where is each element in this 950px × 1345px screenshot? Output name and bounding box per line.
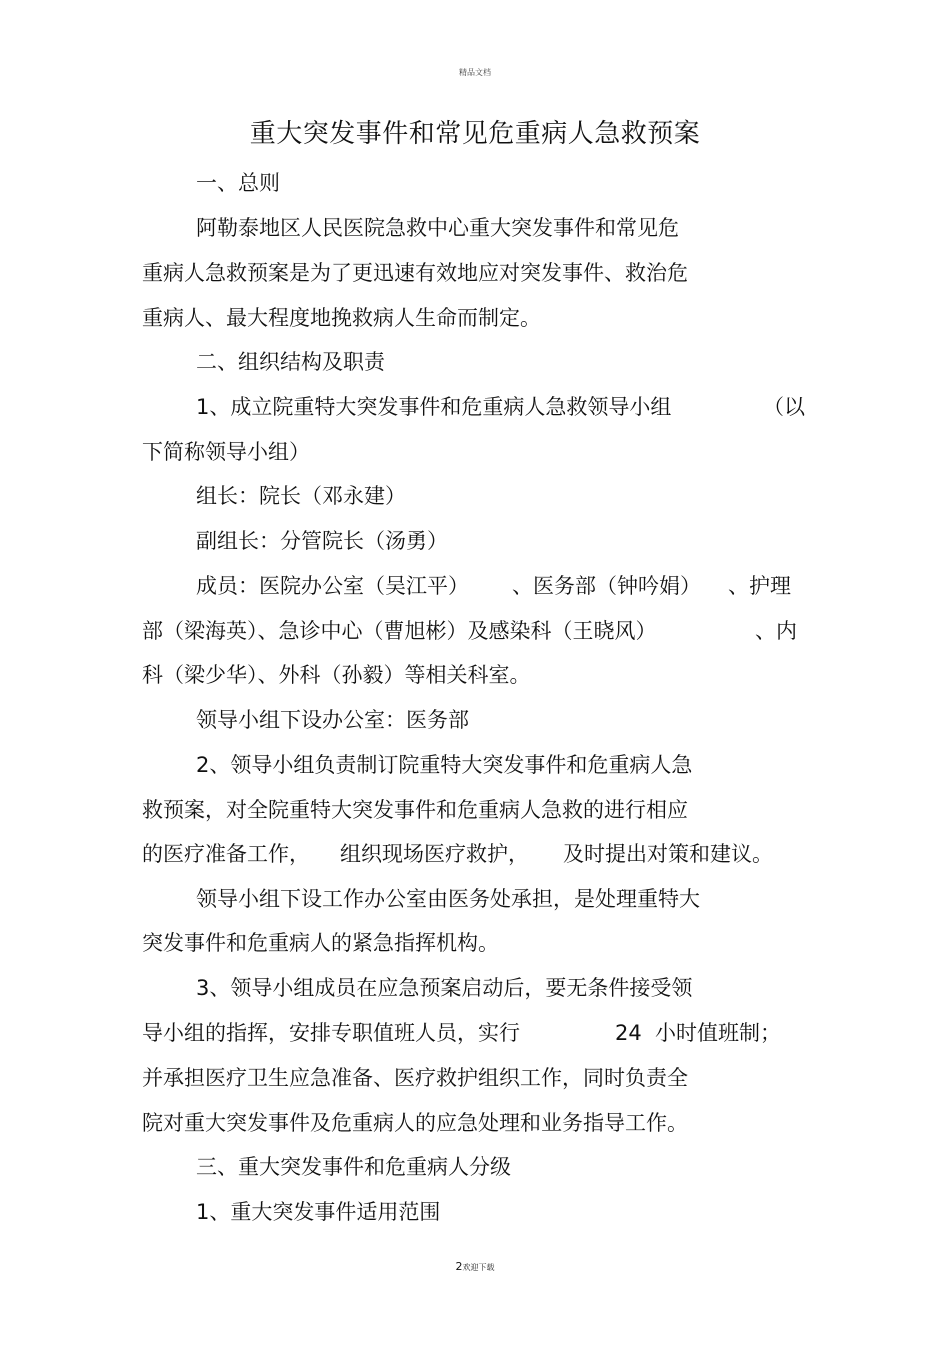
paragraph-line: 组长：院长（邓永建） bbox=[196, 484, 406, 508]
page-number: 2 bbox=[455, 1260, 463, 1273]
paragraph-line: 阿勒泰地区人民医院急救中心重大突发事件和常见危 bbox=[196, 216, 679, 240]
paragraph-line: 突发事件和危重病人的紧急指挥机构。 bbox=[142, 931, 499, 955]
paragraph-line: 领导小组下设办公室：医务部 bbox=[196, 708, 469, 732]
section-heading-classification: 三、重大突发事件和危重病人分级 bbox=[196, 1155, 511, 1179]
paragraph-fragment: 及时提出对策和建议。 bbox=[563, 842, 773, 866]
paragraph-line: 救预案，对全院重特大突发事件和危重病人急救的进行相应 bbox=[142, 798, 688, 822]
header-note: 精品文档 bbox=[459, 68, 491, 77]
paragraph-fragment: 24 bbox=[615, 1021, 642, 1045]
paragraph-fragment: （以 bbox=[763, 395, 805, 419]
paragraph-fragment: 、护理 bbox=[728, 574, 791, 598]
paragraph-fragment: 小时值班制； bbox=[655, 1021, 781, 1045]
paragraph-fragment: 组织现场医疗救护， bbox=[340, 842, 529, 866]
paragraph-line: 1、重大突发事件适用范围 bbox=[196, 1200, 441, 1224]
paragraph-line: 的医疗准备工作， bbox=[142, 842, 310, 866]
section-heading-organization: 二、组织结构及职责 bbox=[196, 350, 385, 374]
paragraph-fragment: 、医务部（钟吟娟） bbox=[512, 574, 701, 598]
section-heading-general: 一、总则 bbox=[196, 171, 280, 195]
paragraph-fragment: 、内 bbox=[755, 619, 797, 643]
paragraph-line: 3、领导小组成员在应急预案启动后，要无条件接受领 bbox=[196, 976, 693, 1000]
paragraph-line: 重病人急救预案是为了更迅速有效地应对突发事件、救治危 bbox=[142, 261, 688, 285]
paragraph-line: 导小组的指挥，安排专职值班人员，实行 bbox=[142, 1021, 520, 1045]
paragraph-line: 并承担医疗卫生应急准备、医疗救护组织工作，同时负责全 bbox=[142, 1066, 688, 1090]
paragraph-line: 部（梁海英）、急诊中心（曹旭彬）及感染科（王晓风） bbox=[142, 619, 657, 643]
paragraph-line: 科（梁少华）、外科（孙毅）等相关科室。 bbox=[142, 663, 531, 687]
page-footer bbox=[0, 1260, 950, 1273]
paragraph-line: 下简称领导小组） bbox=[142, 440, 310, 464]
document-title: 重大突发事件和常见危重病人急救预案 bbox=[249, 119, 701, 149]
paragraph-line: 2、领导小组负责制订院重特大突发事件和危重病人急 bbox=[196, 753, 693, 777]
paragraph-line: 成员：医院办公室（吴江平） bbox=[196, 574, 469, 598]
paragraph-line: 1、成立院重特大突发事件和危重病人急救领导小组 bbox=[196, 395, 672, 419]
paragraph-line: 院对重大突发事件及危重病人的应急处理和业务指导工作。 bbox=[142, 1111, 688, 1135]
paragraph-line: 重病人、最大程度地挽救病人生命而制定。 bbox=[142, 306, 541, 330]
paragraph-line: 领导小组下设工作办公室由医务处承担，是处理重特大 bbox=[196, 887, 700, 911]
footer-note: 欢迎下载 bbox=[462, 1263, 495, 1272]
paragraph-line: 副组长：分管院长（汤勇） bbox=[196, 529, 448, 553]
